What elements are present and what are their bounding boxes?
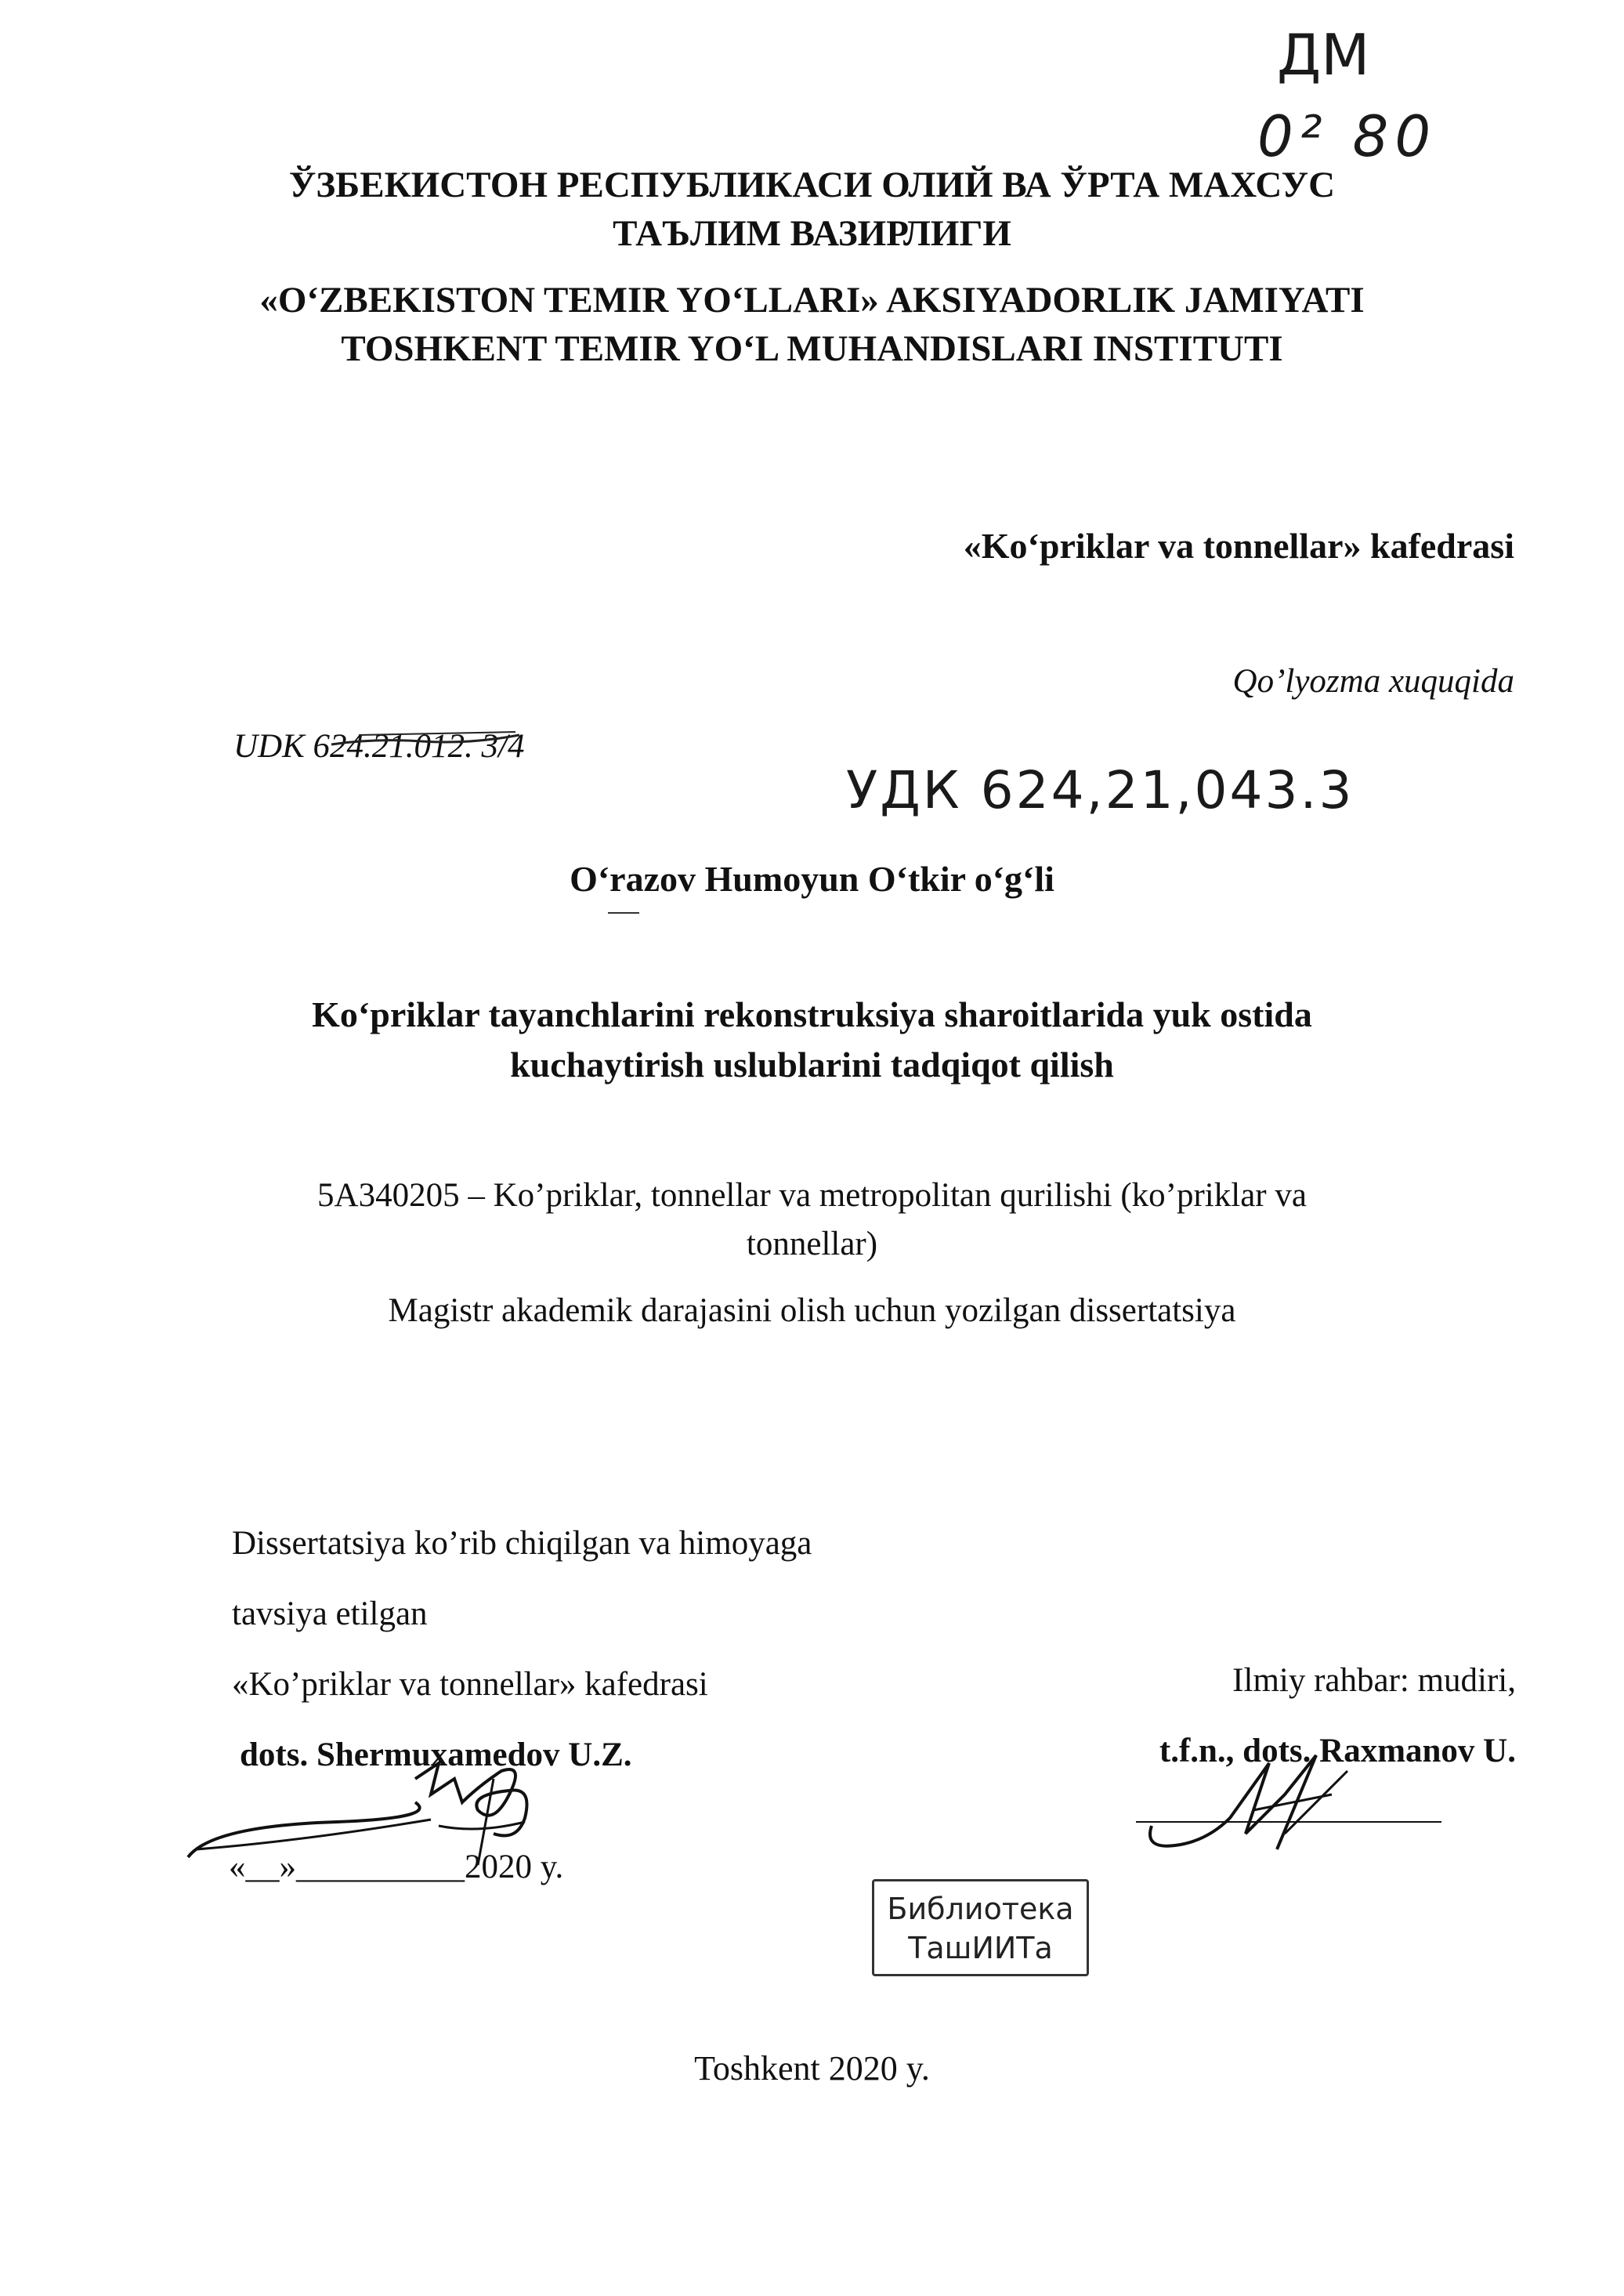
ministry-line-1: ЎЗБЕКИСТОН РЕСПУБЛИКАСИ ОЛИЙ ВА ЎРТА МАХСУС <box>288 165 1336 205</box>
ministry-header <box>0 161 1624 258</box>
udk-strikethrough <box>327 727 523 766</box>
approval-line-3: «Ko’priklar va tonnellar» kafedrasi <box>232 1666 708 1703</box>
manuscript-rights-note: Qo’lyozma xuquqida <box>1232 663 1514 700</box>
thesis-title-line-1: Ko‘priklar tayanchlarini rekonstruksiya sharoitlarida yuk ostida <box>312 994 1312 1034</box>
author-name: O‘razov Humoyun O‘tkir o‘g‘li <box>570 859 1054 899</box>
institution-header <box>0 276 1624 373</box>
author-underline-mark <box>608 909 663 917</box>
company-line: «O‘ZBEKISTON TEMIR YO‘LLARI» AKSIYADORLIK JAMIYATI <box>259 280 1365 320</box>
handwritten-number-top: 0² 80 <box>1257 103 1438 169</box>
approval-line-2: tavsiya etilgan <box>232 1595 428 1632</box>
supervisor-name: t.f.n., dots. Raxmanov U. <box>1159 1733 1516 1769</box>
library-stamp-line-2: ТашИИТа <box>908 1931 1053 1965</box>
thesis-title <box>0 990 1624 1090</box>
institute-line: TOSHKENT TEMIR YO‘L MUHANDISLARI INSTITUTI <box>341 328 1283 369</box>
udk-printed <box>233 727 524 766</box>
city-year: Toshkent 2020 y. <box>694 2049 930 2088</box>
department-head-name: dots. Shermuxamedov U.Z. <box>240 1736 632 1773</box>
approval-line-1: Dissertatsiya ko’rib chiqilgan va himoyaga <box>232 1525 812 1562</box>
library-stamp-line-1: Библиотека <box>887 1892 1074 1926</box>
department-label: «Ko‘priklar va tonnellar» kafedrasi <box>963 526 1514 566</box>
supervisor-title: Ilmiy rahbar: mudiri, <box>1232 1662 1516 1699</box>
library-stamp <box>872 1879 1089 1976</box>
handwritten-code-top: ДМ <box>1277 22 1370 88</box>
specialty-code: 5A340205 – Ko’priklar, tonnellar va metropolitan qurilishi (ko’priklar va tonnellar) <box>317 1177 1307 1262</box>
udk-printed-text: UDK 624.21.012. 3/4 <box>233 728 525 765</box>
ministry-line-2: ТАЪЛИМ ВАЗИРЛИГИ <box>613 213 1011 254</box>
thesis-title-line-2: kuchaytirish uslublarini tadqiqot qilish <box>510 1045 1114 1085</box>
degree-statement: Magistr akademik darajasini olish uchun yozilgan dissertatsiya <box>388 1292 1236 1329</box>
udk-handwritten: УДК 624,21,043.3 <box>846 760 1355 820</box>
supervisor-signature <box>1128 1747 1457 1881</box>
approval-date: «__»__________2020 y. <box>229 1849 564 1885</box>
